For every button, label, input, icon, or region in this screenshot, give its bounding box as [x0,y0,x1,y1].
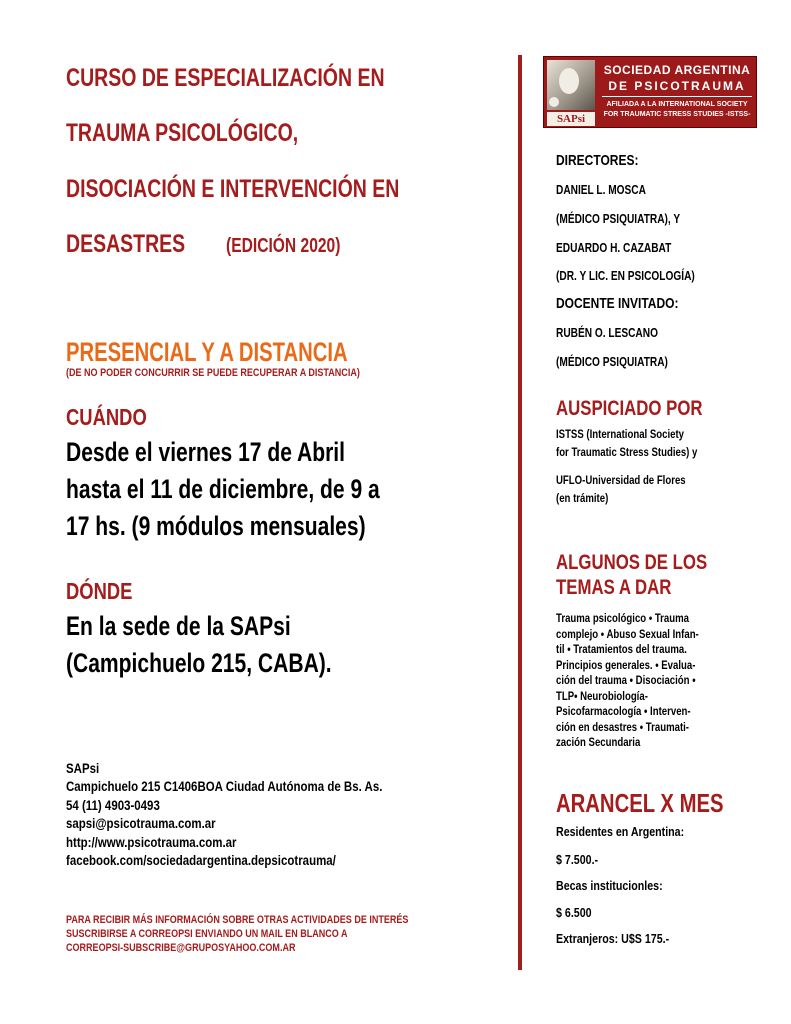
where-line-1: En la sede de la SAPsi [66,611,291,641]
fee-scholarship-price: $ 6.500 [556,905,592,920]
logo-line-2: DE PSICOTRAUMA [608,79,746,93]
logo-line-3: AFILIADA A LA INTERNATIONAL SOCIETY [606,101,748,108]
footer-line-2: SUSCRIBIRSE A CORREOPSI ENVIANDO UN MAIL EN BLANCO A [66,928,348,940]
sponsor-line-1: ISTSS (International Society [556,427,685,441]
fee-residents-price: $ 7.500.- [556,852,599,867]
logo-face [559,68,579,94]
fee-residents-label: Residentes en Argentina: [556,824,685,839]
logo-photo [547,60,595,110]
sponsor-line-4: (en trámite) [556,491,609,505]
when-line-1: Desde el viernes 17 de Abril [66,437,345,467]
topics-heading-line-1: ALGUNOS DE LOS [556,551,708,574]
contact-name: SAPsi [66,760,100,776]
contact-email[interactable]: sapsi@psicotrauma.com.ar [66,815,216,831]
title-line-2: TRAUMA PSICOLÓGICO, [66,119,299,147]
topic-line-8: ción en desastres • Traumati- [556,720,690,734]
footer-line-1: PARA RECIBIR MÁS INFORMACIÓN SOBRE OTRAS ACTIVIDADES DE INTERÉS [66,914,409,926]
logo-line-1: SOCIEDAD ARGENTINA [603,63,751,77]
sapsi-logo [543,56,757,128]
director-1-name: DANIEL L. MOSCA [556,182,646,197]
modality-heading: PRESENCIAL Y A DISTANCIA [66,337,348,367]
director-2-name: EDUARDO H. CAZABAT [556,240,672,255]
fee-foreign: Extranjeros: U$S 175.- [556,931,670,946]
modality-note: (DE NO PODER CONCURRIR SE PUEDE RECUPERAR A DISTANCIA) [66,367,360,379]
when-line-3: 17 hs. (9 módulos mensuales) [66,511,366,541]
contact-address: Campichuelo 215 C1406BOA Ciudad Autónoma de Bs. As. [66,778,383,794]
guest-name: RUBÉN O. LESCANO [556,325,658,340]
logo-ball [549,97,559,107]
guest-heading: DOCENTE INVITADO: [556,295,679,312]
directors-heading: DIRECTORES: [556,152,639,169]
topic-line-7: Psicofarmacología • Interven- [556,704,691,718]
footer-line-3[interactable]: CORREOPSI-SUBSCRIBE@GRUPOSYAHOO.COM.AR [66,942,296,954]
when-line-2: hasta el 11 de diciembre, de 9 a [66,474,380,504]
director-1-title: (MÉDICO PSIQUIATRA), Y [556,211,681,226]
topic-line-1: Trauma psicológico • Trauma [556,611,689,625]
when-heading: CUÁNDO [66,404,147,430]
where-line-2: (Campichuelo 215, CABA). [66,648,332,678]
sponsor-line-2: for Traumatic Stress Studies) y [556,445,698,459]
title-line-3: DISOCIACIÓN E INTERVENCIÓN EN [66,175,400,203]
topics-heading-line-2: TEMAS A DAR [556,576,672,599]
topic-line-5: ción del trauma • Disociación • [556,673,696,687]
logo-affiliation [602,100,752,120]
sponsor-line-3: UFLO-Universidad de Flores [556,473,686,487]
topic-line-3: til • Tratamientos del trauma. [556,642,687,656]
sponsors-heading: AUSPICIADO POR [556,397,703,420]
title-line-4: DESASTRES [66,230,186,258]
guest-title: (MÉDICO PSIQUIATRA) [556,354,668,369]
title-line-1: CURSO DE ESPECIALIZACIÓN EN [66,64,385,92]
logo-line-4: FOR TRAUMATIC STRESS STUDIES -ISTSS- [603,111,751,118]
fees-heading: ARANCEL X MES [556,788,724,818]
where-heading: DÓNDE [66,578,133,604]
director-2-title: (DR. Y LIC. EN PSICOLOGÍA) [556,268,695,283]
column-divider [518,55,522,970]
contact-website[interactable]: http://www.psicotrauma.com.ar [66,834,237,850]
logo-badge: SAPsi [547,112,595,126]
logo-rule [602,96,752,97]
topic-line-4: Principios generales. • Evalua- [556,658,696,672]
fee-scholarship-label: Becas institucionles: [556,878,663,893]
edition-label: (EDICIÓN 2020) [226,235,341,257]
topic-line-9: zación Secundaria [556,735,641,749]
topic-line-6: TLP• Neurobiología- [556,689,648,703]
contact-facebook[interactable]: facebook.com/sociedadargentina.depsicotrauma/ [66,852,336,868]
contact-phone: 54 (11) 4903-0493 [66,797,160,813]
topic-line-2: complejo • Abuso Sexual Infan- [556,627,699,641]
